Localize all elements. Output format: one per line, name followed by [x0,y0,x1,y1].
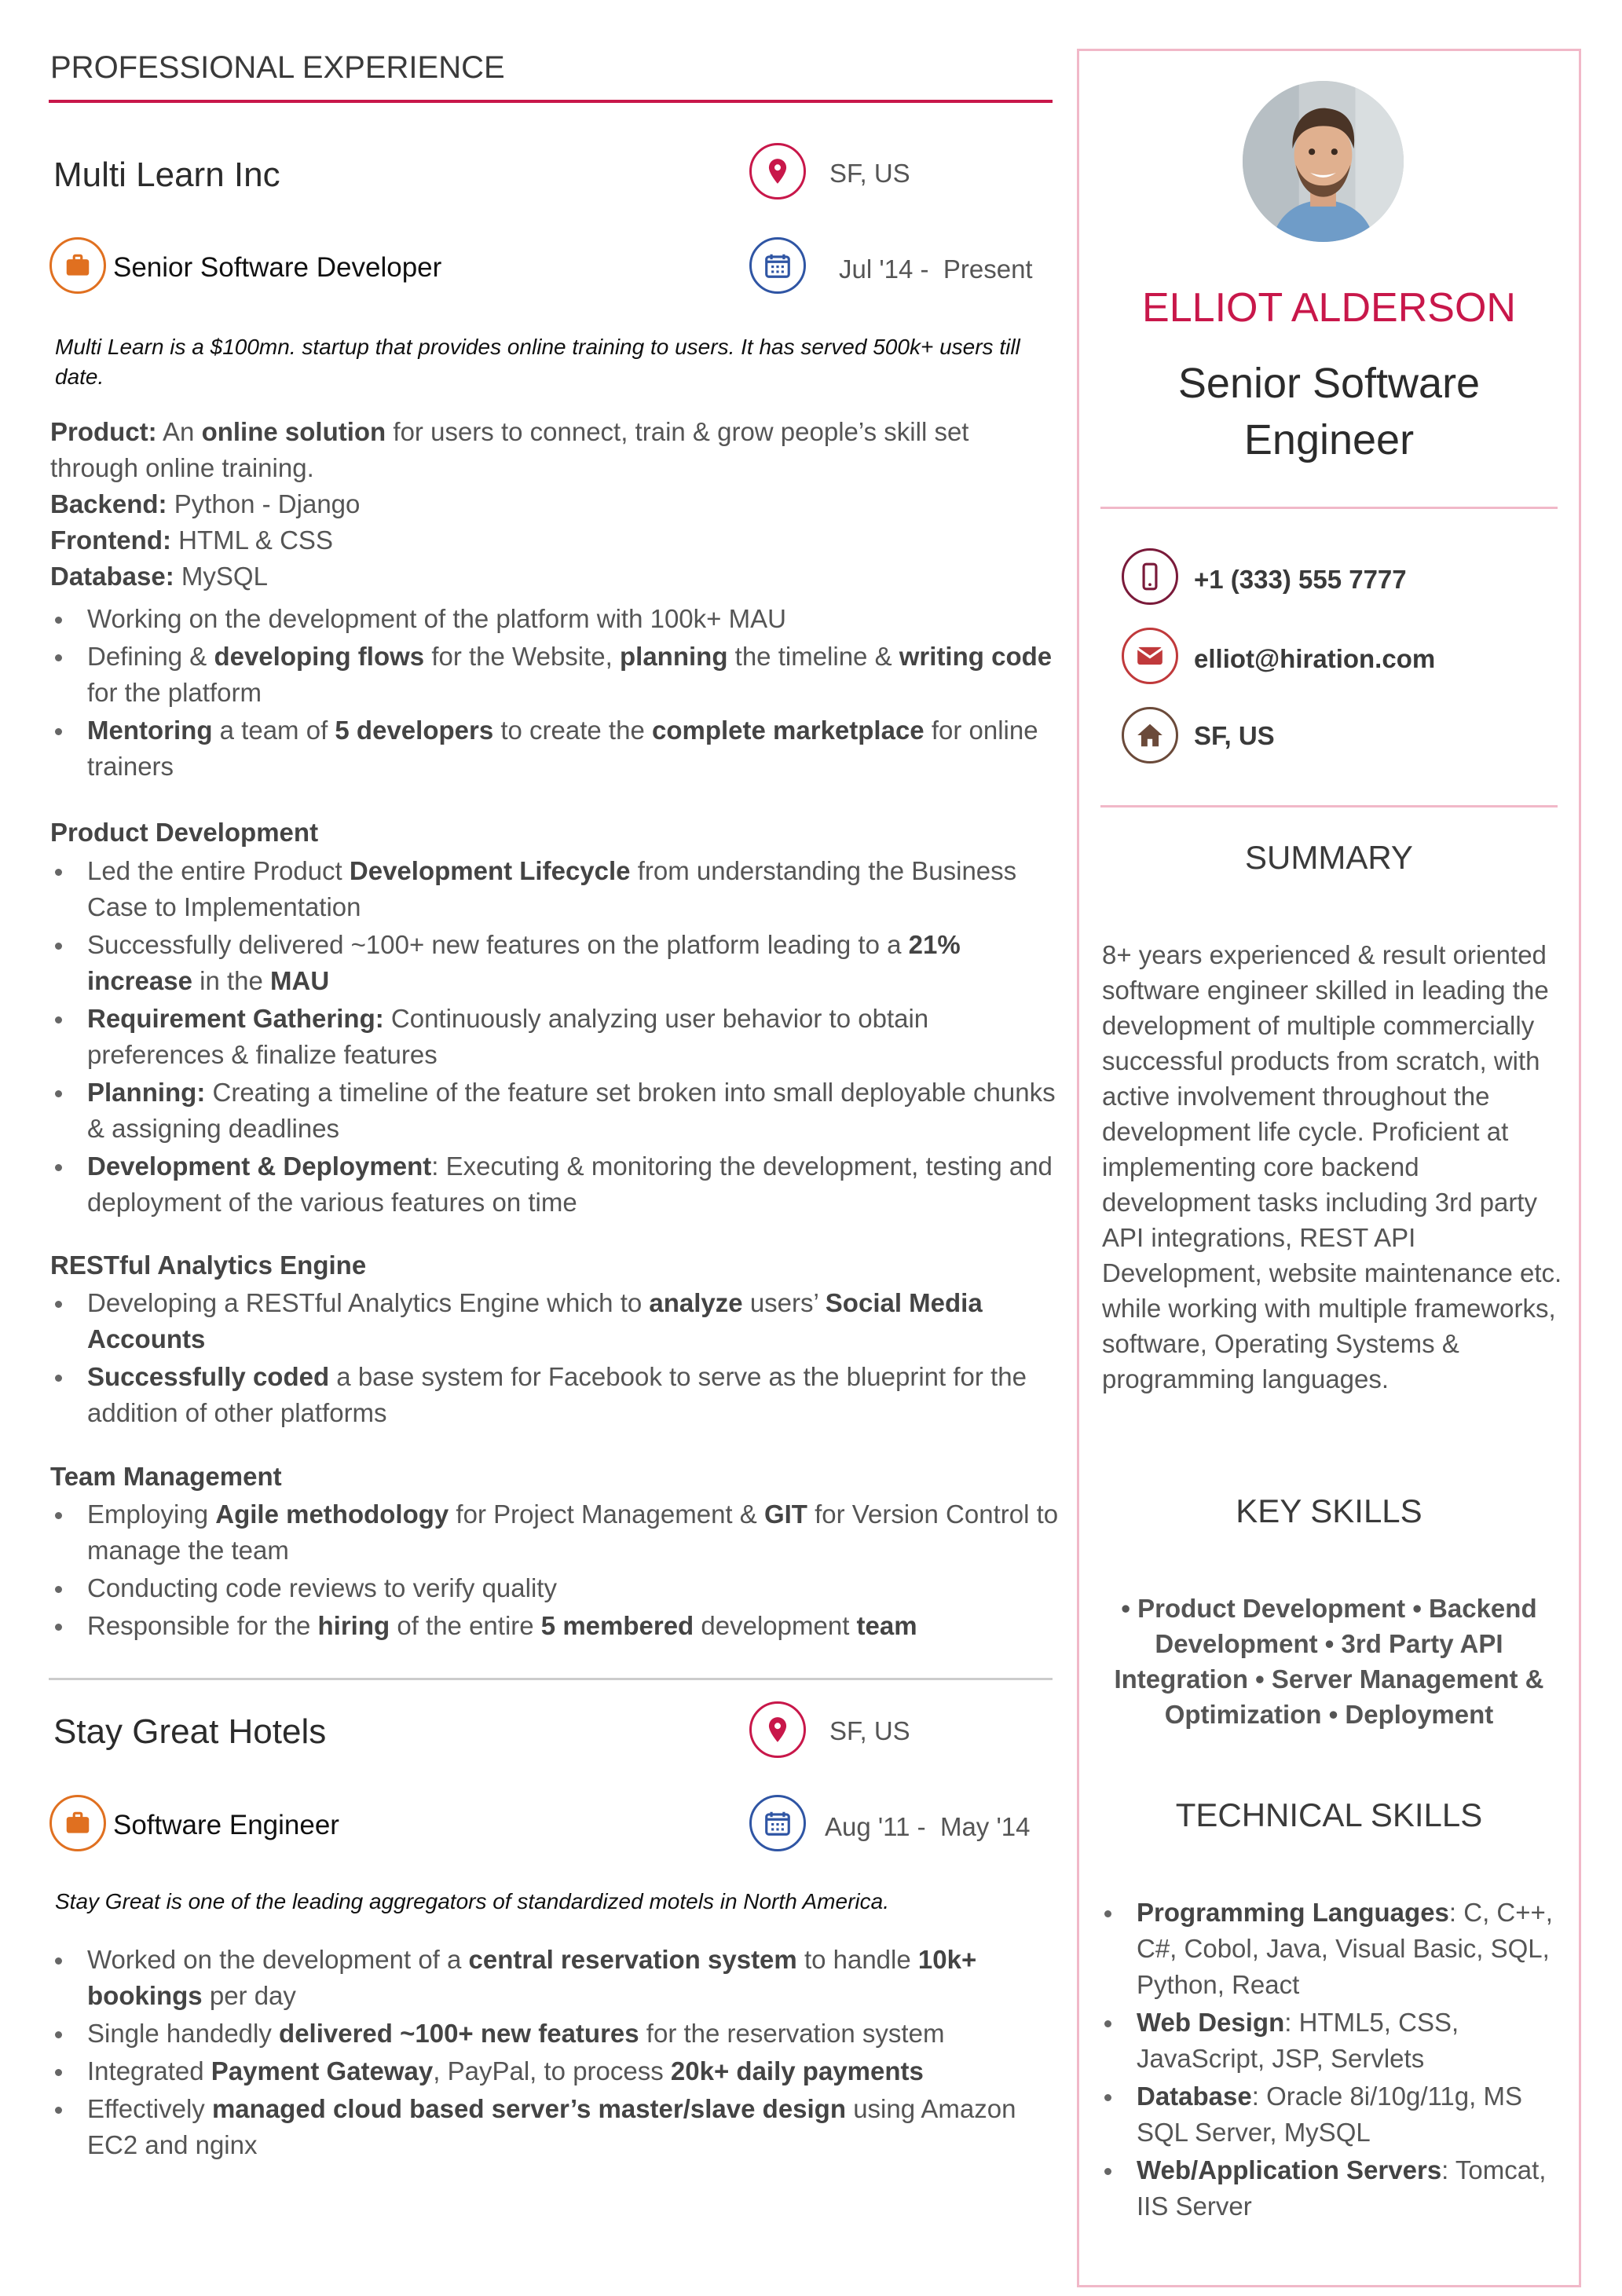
location-pin-icon [749,143,806,200]
job-bullets [50,1942,1064,2165]
sidebar-divider [1100,507,1558,509]
subsection-title: RESTful Analytics Engine [50,1251,367,1280]
list-item: Working on the development of the platform with 100k+ MAU [50,601,1064,637]
list-item: Planning: Creating a timeline of the feature set broken into small deployable chunks & assigning deadlines [50,1075,1064,1147]
list-item: Web Design: HTML5, CSS, JavaScript, JSP, Servlets [1100,2005,1565,2077]
company-name: Stay Great Hotels [53,1712,327,1751]
section-divider [49,100,1053,103]
calendar-icon [749,1795,806,1851]
date-start: Jul '14 - [839,255,929,284]
home-icon [1122,707,1178,764]
product-label: Product: [50,417,157,446]
list-item: Responsible for the hiring of the entire 5 membered development team [50,1608,1064,1644]
job-role: Senior Software Developer [113,252,442,283]
job-role: Software Engineer [113,1810,339,1840]
list-item: Worked on the development of a central reservation system to handle 10k+ bookings per day [50,1942,1064,2014]
list-item: Development & Deployment: Executing & monitoring the development, testing and deployment of the various features on time [50,1148,1064,1221]
avatar [1243,81,1404,242]
date-end: Present [943,255,1033,284]
contact-email: elliot@hiration.com [1194,644,1436,673]
list-item: Conducting code reviews to verify quality [50,1570,1064,1606]
product-line: Product: An online solution for users to connect, train & grow people’s skill set through online training. [50,417,969,482]
list-item: Single handedly delivered ~100+ new features for the reservation system [50,2016,1064,2052]
company-description: Stay Great is one of the leading aggregators of standardized motels in North America. [55,1889,889,1913]
briefcase-icon [49,237,106,294]
subsection-bullets [50,853,1064,1222]
list-item: Integrated Payment Gateway, PayPal, to process 20k+ daily payments [50,2053,1064,2089]
list-item: Defining & developing flows for the Website, planning the timeline & writing code for the platform [50,639,1064,711]
list-item: Led the entire Product Development Lifecycle from understanding the Business Case to Implementation [50,853,1064,925]
job-dates [839,255,1033,284]
location-pin-icon [749,1701,806,1758]
backend-line: Backend: Python - Django [50,489,361,518]
list-item: Developing a RESTful Analytics Engine which to analyze users’ Social Media Accounts [50,1285,1064,1357]
section-title: PROFESSIONAL EXPERIENCE [50,50,505,85]
date-start: Aug '11 - [825,1812,926,1841]
list-item: Effectively managed cloud based server’s master/slave design using Amazon EC2 and nginx [50,2091,1064,2163]
job-bullets [50,601,1064,786]
list-item: Requirement Gathering: Continuously analyzing user behavior to obtain preferences & finalize features [50,1001,1064,1073]
list-item: Successfully coded a base system for Facebook to serve as the blueprint for the addition of other platforms [50,1359,1064,1431]
job-location: SF, US [829,159,910,188]
subsection-bullets [50,1496,1064,1646]
job-location: SF, US [829,1716,910,1745]
phone-icon [1122,548,1178,605]
list-item: Employing Agile methodology for Project Management & GIT for Version Control to manage the team [50,1496,1064,1569]
technical-skills-title: TECHNICAL SKILLS [1175,1796,1483,1833]
key-skills-list: • Product Development • Backend Development • 3rd Party API Integration • Server Management & Optimization • Deployment [1114,1594,1544,1729]
database-line: Database: MySQL [50,562,268,591]
summary-title: SUMMARY [1245,839,1413,876]
calendar-icon [749,237,806,294]
frontend-line: Frontend: HTML & CSS [50,525,333,555]
job-dates [825,1812,1030,1842]
contact-location: SF, US [1194,721,1275,750]
summary-text: 8+ years experienced & result oriented software engineer skilled in leading the development of multiple commercially successful products from scratch, with active involvement throughout the development life cycle. Proficient at implementing core backend development tasks including 3rd party API integrations, REST API Development, website maintenance etc. while working with multiple frameworks, software, Operating Systems & programming languages. [1102,940,1562,1393]
sidebar-divider [1100,805,1558,807]
job-overview [50,414,1064,595]
technical-skills-list [1100,1895,1565,2226]
profile-title: Senior Software Engineer [1177,360,1481,463]
job-divider [49,1678,1053,1680]
list-item: Database: Oracle 8i/10g/11g, MS SQL Server, MySQL [1100,2078,1565,2151]
list-item: Programming Languages: C, C++, C#, Cobol, Java, Visual Basic, SQL, Python, React [1100,1895,1565,2003]
key-skills-title: KEY SKILLS [1236,1492,1422,1529]
subsection-title: Product Development [50,818,319,847]
date-end: May '14 [939,1812,1031,1841]
subsection-bullets [50,1285,1064,1433]
company-description: Multi Learn is a $100mn. startup that provides online training to users. It has served 500k+ users till date. [55,335,1020,389]
contact-phone: +1 (333) 555 7777 [1194,565,1407,594]
company-name: Multi Learn Inc [53,156,280,194]
list-item: Successfully delivered ~100+ new features on the platform leading to a 21% increase in the MAU [50,927,1064,999]
profile-name: ELLIOT ALDERSON [1142,285,1516,331]
list-item: Mentoring a team of 5 developers to create the complete marketplace for online trainers [50,712,1064,785]
briefcase-icon [49,1795,106,1851]
list-item: Web/Application Servers: Tomcat, IIS Server [1100,2152,1565,2225]
envelope-icon [1122,628,1178,684]
subsection-title: Team Management [50,1462,282,1491]
